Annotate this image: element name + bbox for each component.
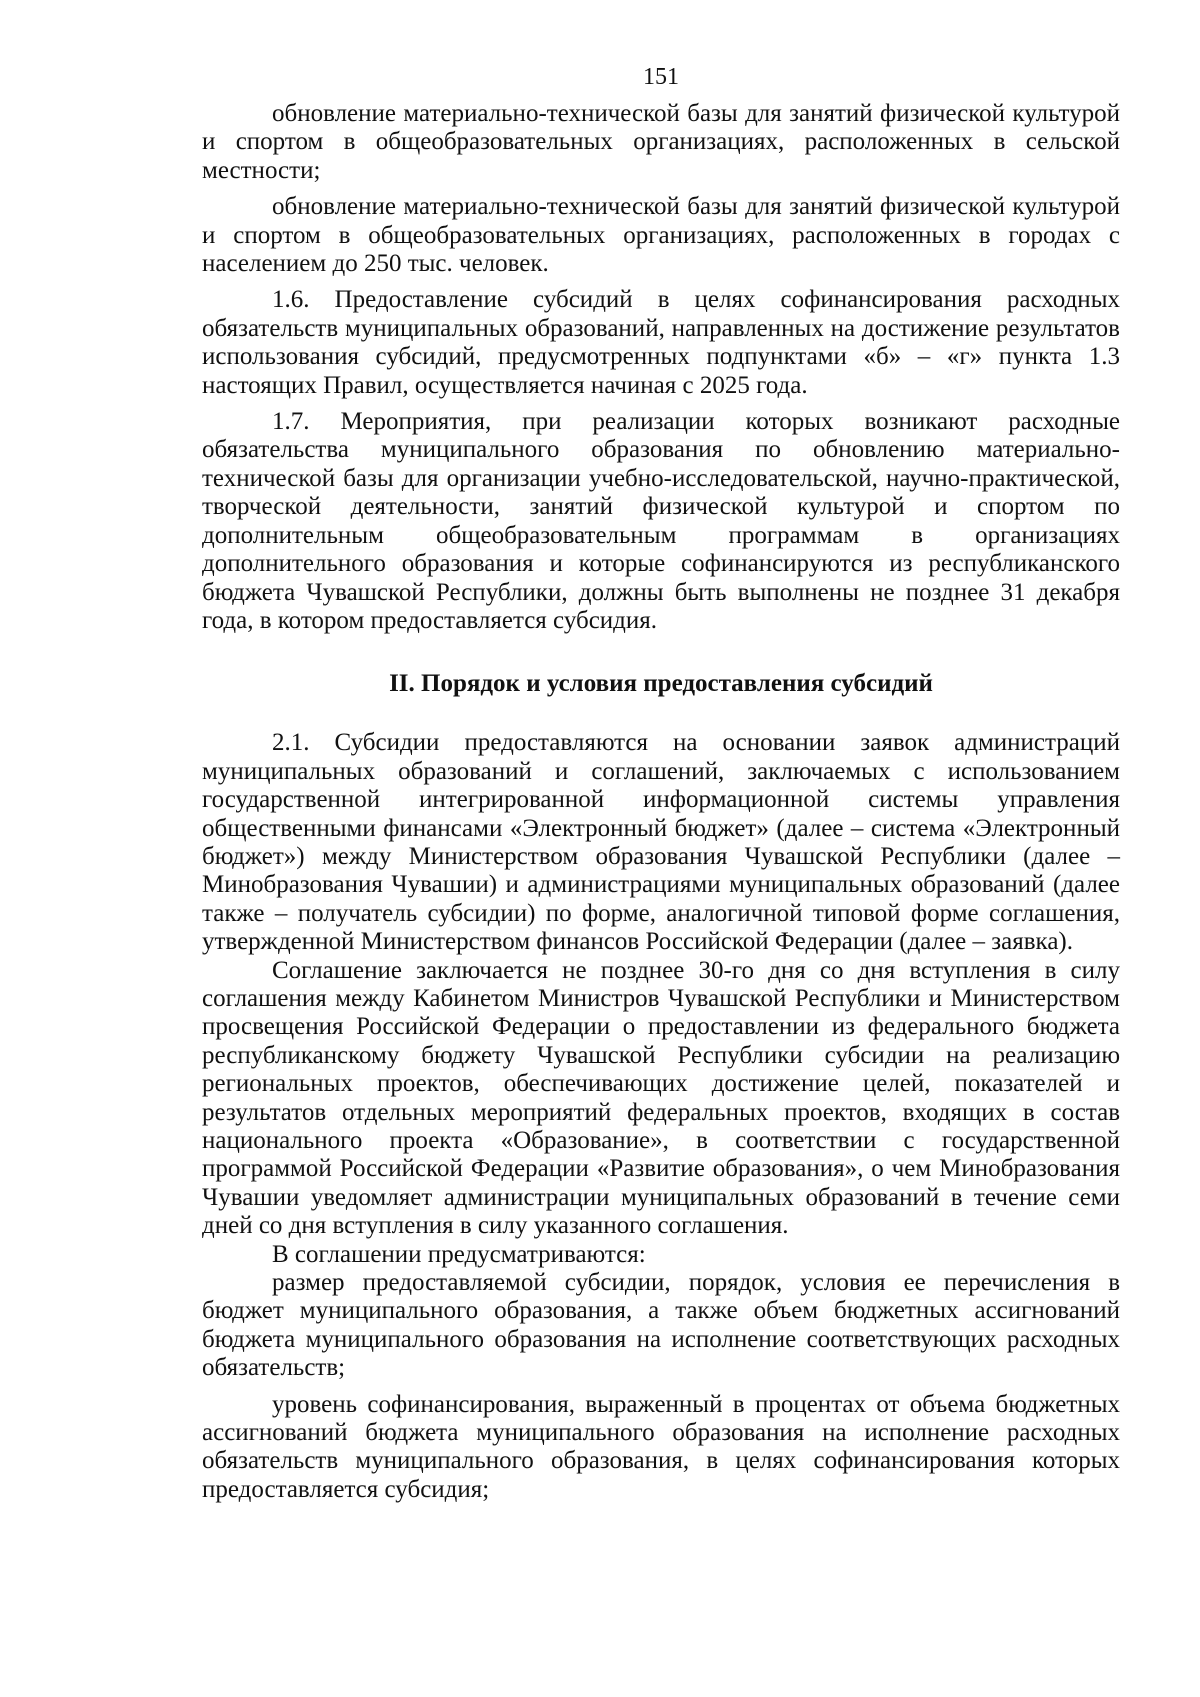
paragraph-agreement-deadline: Соглашение заключается не позднее 30-го дня со дня вступления в силу соглашения между Кабинетом Министров Чувашской Республики и Министерством просвещения Российской Федерации о предоставлении из федерального бюджета республиканскому бюджету Чувашской Республики субсидии на реализацию региональных проектов, обеспечивающих достижение целей, показателей и результатов отдельных мероприятий федеральных проектов, входящих в состав национального проекта «Образование», в соответствии с государственной программой Российской Федерации «Развитие образования», о чем Минобразования Чувашии уведомляет администрации муниципальных образований в течение семи дней со дня вступления в силу указанного соглашения.: [202, 956, 1120, 1240]
document-page: [202, 62, 1120, 1512]
paragraph-2-1: 2.1. Субсидии предоставляются на основании заявок администраций муниципальных образований и соглашений, заключаемых с использованием государственной интегрированной информационной системы управления общественными финансами «Электронный бюджет» (далее – система «Электронный бюджет») между Министерством образования Чувашской Республики (далее – Минобразования Чувашии) и администрациями муниципальных образований (далее также – получатель субсидии) по форме, аналогичной типовой форме соглашения, утвержденной Министерством финансов Российской Федерации (далее – заявка).: [202, 729, 1120, 956]
paragraph-rural-sports-base: обновление материально-технической базы для занятий физической культурой и спортом в общеобразовательных организациях, расположенных в сельской местности;: [202, 100, 1120, 184]
paragraph-urban-sports-base: обновление материально-технической базы для занятий физической культурой и спортом в общеобразовательных организациях, расположенных в городах с населением до 250 тыс. человек.: [202, 193, 1120, 278]
paragraph-subsidy-size: размер предоставляемой субсидии, порядок, условия ее перечисления в бюджет муниципального образования, а также объем бюджетных ассигнований бюджета муниципального образования на исполнение соответствующих расходных обязательств;: [202, 1269, 1120, 1382]
section-heading: II. Порядок и условия предоставления субсидий: [389, 670, 933, 698]
paragraph-1-6: 1.6. Предоставление субсидий в целях софинансирования расходных обязательств муниципальных образований, направленных на достижение результатов использования субсидий, предусмотренных подпунктами «б» – «г» пункта 1.3 настоящих Правил, осуществляется начиная с 2025 года.: [202, 286, 1120, 399]
paragraph-agreement-provisions: В соглашении предусматриваются:: [272, 1240, 646, 1268]
paragraph-1-7: 1.7. Мероприятия, при реализации которых возникают расходные обязательства муниципального образования по обновлению материально-технической базы для организации учебно-исследовательской, научно-практической, творческой деятельности, занятий физической культурой и спортом по дополнительным общеобразовательным программам в организациях дополнительного образования и которые софинансируются из республиканского бюджета Чувашской Республики, должны быть выполнены не позднее 31 декабря года, в котором предоставляется субсидия.: [202, 408, 1120, 634]
page-number: 151: [643, 64, 679, 90]
paragraph-cofinancing-level: уровень софинансирования, выраженный в процентах от объема бюджетных ассигнований бюджета муниципального образования на исполнение расходных обязательств муниципального образования, в целях софинансирования которых предоставляется субсидия;: [202, 1390, 1120, 1503]
